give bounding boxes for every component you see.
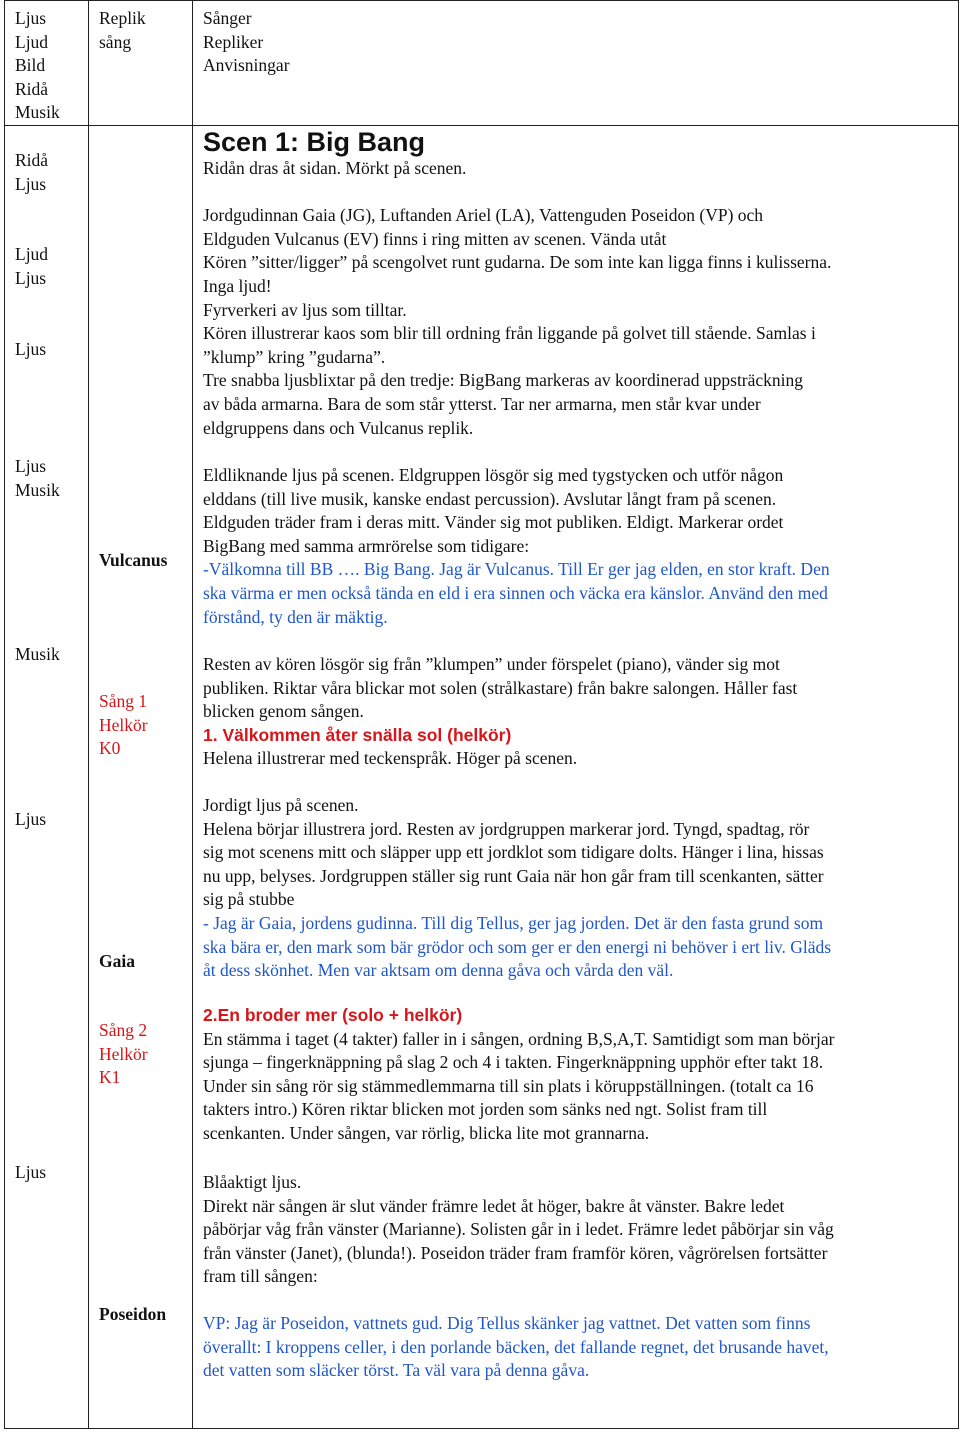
text-line: sig på stubbe (203, 889, 295, 910)
text-line: Ljus (15, 1162, 47, 1182)
text-line (15, 220, 48, 244)
text-line (99, 926, 135, 950)
text-line: fram till sången: (203, 1266, 318, 1287)
text-line: Tre snabba ljusblixtar på den tredje: BigBang markeras av koordinerad uppsträckning (203, 370, 804, 391)
text-line: En stämma i taget (4 takter) faller in i sången, ordning B,S,A,T. Samtidigt som man börjar (203, 1028, 835, 1049)
text-line (99, 455, 167, 479)
text-line: från vänster (Janet), (blunda!). Poseidon träder fram framför kören, vågrörelsen fortsätter (203, 1242, 828, 1263)
text-line (15, 196, 48, 220)
header-cue-label: Ljus (15, 8, 47, 28)
text-line (99, 526, 167, 550)
text-line: Under sin sång rör sig stämmedlemmarna till sin plats i köruppställningen. (totalt ca 16 (203, 1075, 814, 1096)
text-line (99, 808, 135, 832)
text-line: sig mot scenens mitt och släpper upp ett jordklot som tidigare dolts. Hänger i lina, hissas (203, 842, 824, 863)
header-label: sång (99, 31, 132, 52)
header-content-column (203, 7, 290, 78)
text-line: förstånd, ty den är mäktig. (203, 606, 388, 627)
header-technical-cues (15, 7, 60, 125)
row-1-col3 (203, 125, 831, 440)
text-line: eldgruppens dans och Vulcanus replik. (203, 417, 474, 438)
text-line (99, 855, 135, 879)
text-line: Helena börjar illustrera jord. Resten av jordgruppen markerar jord. Tyngd, spadtag, rör (203, 818, 810, 839)
header-cue-label: Musik (15, 102, 60, 123)
text-line: Helena illustrerar med teckenspråk. Höger på scenen. (203, 748, 578, 769)
scene-title: Scen 1: Big Bang (203, 127, 426, 157)
header-label: Repliker (203, 31, 264, 52)
text-line: av båda armarna. Bara de som står ytterst. Tar ner armarna, men står kvar under (203, 393, 761, 414)
text-line: påbörjar våg från vänster (Marianne). Solisten går in i ledet. Främre ledet påbörjar sin våg (203, 1219, 834, 1240)
text-line: scenkanten. Under sången, var rörlig, blicka lite mot grannarna. (203, 1122, 650, 1143)
text-line: Direkt när sången är slut vänder främre ledet åt höger, bakre åt vänster. Bakre ledet (203, 1195, 785, 1216)
text-line (99, 479, 167, 503)
text-line: åt dess skönhet. Men var aktsam om denna gåva och vårda den väl. (203, 960, 674, 981)
text-line: Kören ”sitter/ligger” på scengolvet runt gudarna. De som inte kan ligga finns i kulisserna. (203, 252, 832, 273)
song-title: 1. Välkommen åter snälla sol (helkör) (203, 724, 512, 745)
text-line: publiken. Riktar våra blickar mot solen (strålkastare) från bakre salongen. Håller fast (203, 677, 798, 698)
header-cue-label: Ridå (15, 78, 49, 99)
text-line: Sång 2 (99, 1020, 148, 1040)
text-line: Kören illustrerar kaos som blir till ordning från liggande på golvet till stående. Samlas i (203, 323, 816, 344)
column-divider-1 (88, 1, 89, 1428)
header-replik-sang (99, 7, 146, 54)
row-7-col3 (203, 1312, 829, 1383)
text-line: BigBang med samma armrörelse som tidigare: (203, 535, 530, 556)
text-line (203, 181, 831, 205)
row-5-col3 (203, 1004, 835, 1146)
text-line: Resten av kören lösgör sig från ”klumpen” under förspelet (piano), vänder sig mot (203, 654, 780, 674)
row-2-col2 (99, 455, 167, 573)
row-4-col3 (203, 794, 831, 983)
text-line: elddans (till live musik, kanske endast percussion). Avslutar långt fram på scenen. (203, 488, 777, 509)
script-document (4, 0, 959, 1429)
text-line (99, 502, 167, 526)
text-line: Eldliknande ljus på scenen. Eldgruppen lösgör sig med tygstycken och utför någon (203, 465, 784, 485)
text-line: Blåaktigt ljus. (203, 1172, 302, 1192)
row-6-col3 (203, 1171, 834, 1289)
text-line (99, 879, 135, 903)
row-3-col3 (203, 653, 797, 771)
row-4-col1 (15, 808, 46, 832)
text-line: det vatten som släcker törst. Ta väl vara på denna gåva. (203, 1360, 590, 1381)
text-line: Ljud (15, 244, 49, 265)
text-line: Ljus (15, 456, 47, 476)
text-line: Eldguden Vulcanus (EV) finns i ring mitten av scenen. Vända utåt (203, 228, 667, 249)
text-line: Ridån dras åt sidan. Mörkt på scenen. (203, 158, 467, 178)
text-line: Eldguden träder fram i deras mitt. Vänder sig mot publiken. Eldigt. Markerar ordet (203, 512, 784, 533)
text-line: Ridå (15, 150, 49, 170)
row-7-col2 (99, 1303, 166, 1327)
text-line: Fyrverkeri av ljus som tilltar. (203, 299, 407, 320)
text-line: överallt: I kroppens celler, i den porlande bäcken, det fallande regnet, det brusande havet, (203, 1336, 829, 1357)
text-line (99, 832, 135, 856)
text-line (99, 643, 148, 667)
text-line: - Jag är Gaia, jordens gudinna. Till dig Tellus, ger jag jorden. Det är den fasta grund som (203, 912, 824, 933)
text-line: K0 (99, 738, 121, 759)
row-5-col2 (99, 1019, 148, 1090)
text-line: takters intro.) Kören riktar blicken mot jorden som sänks ned ngt. Solist fram till (203, 1099, 768, 1120)
header-cue-label: Ljud (15, 31, 49, 52)
row-3-col2 (99, 643, 148, 761)
row-1-col1 (15, 149, 48, 361)
text-line: blicken genom sången. (203, 701, 364, 722)
text-line: VP: Jag är Poseidon, vattnets gud. Dig Tellus skänker jag vattnet. Det vatten som finns (203, 1313, 811, 1333)
text-line: Helkör (99, 714, 148, 735)
text-line (15, 314, 48, 338)
header-label: Anvisningar (203, 55, 290, 76)
row-3-col1 (15, 643, 60, 667)
text-line: Musik (15, 479, 60, 500)
song-title: 2.En broder mer (solo + helkör) (203, 1005, 463, 1025)
text-line: Ljus (15, 809, 47, 829)
column-divider-2 (192, 1, 193, 1428)
text-line: Ljus (15, 267, 47, 288)
text-line (15, 291, 48, 315)
text-line: ska värma er men också tända en eld i era sinnen och väcka era känslor. Använd den med (203, 582, 828, 603)
header-label: Sånger (203, 8, 252, 28)
text-line: Helkör (99, 1043, 148, 1064)
header-cue-label: Bild (15, 55, 46, 76)
text-line: Jordigt ljus på scenen. (203, 795, 359, 815)
text-line: Jordgudinnan Gaia (JG), Luftanden Ariel (LA), Vattenguden Poseidon (VP) och (203, 205, 764, 226)
text-line: Sång 1 (99, 691, 148, 712)
text-line: ”klump” kring ”gudarna”. (203, 346, 386, 367)
row-6-col1 (15, 1161, 46, 1185)
text-line (99, 667, 148, 691)
text-line: Ljus (15, 173, 47, 194)
text-line (99, 902, 135, 926)
text-line: Gaia (99, 950, 135, 971)
row-4-col2 (99, 808, 135, 973)
text-line: Ljus (15, 338, 47, 359)
text-line: Inga ljud! (203, 275, 272, 296)
text-line: Musik (15, 644, 60, 664)
text-line: nu upp, belyses. Jordgruppen ställer sig runt Gaia när hon går fram till scenkanten, sätter (203, 865, 824, 886)
row-2-col3 (203, 464, 830, 629)
text-line: -Välkomna till BB …. Big Bang. Jag är Vulcanus. Till Er ger jag elden, en stor kraft. Den (203, 559, 830, 580)
row-2-col1 (15, 455, 60, 502)
text-line: sjunga – fingerknäppning på slag 2 och 4 i takten. Fingerknäppning upphör efter takt 18. (203, 1052, 824, 1073)
header-label: Replik (99, 8, 146, 28)
text-line: Poseidon (99, 1304, 167, 1324)
text-line: ska bära er, den mark som bär grödor och som ger er den energi ni behöver i ert liv. Gläds (203, 936, 832, 957)
text-line: Vulcanus (99, 550, 168, 571)
text-line: K1 (99, 1067, 121, 1088)
